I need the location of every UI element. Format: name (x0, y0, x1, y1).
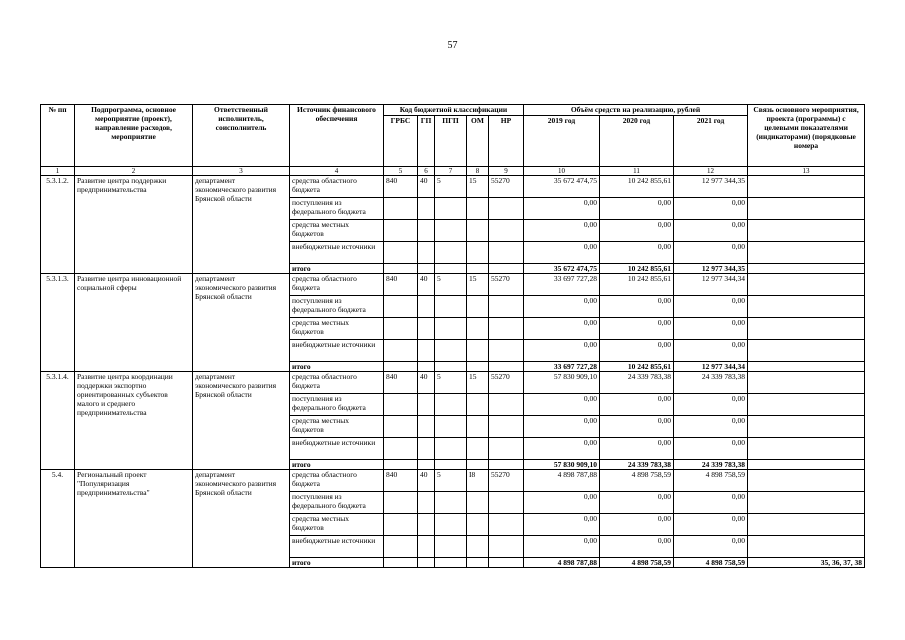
code-om: I8 (467, 470, 489, 492)
code-pgp (435, 198, 467, 220)
code-pgp: 5 (435, 176, 467, 198)
header-gp: ГП (418, 116, 435, 167)
executor: департамент экономического развития Брянской области (193, 176, 290, 274)
code-pgp (435, 558, 467, 568)
executor: департамент экономического развития Брянской области (193, 372, 290, 470)
amount-2020: 0,00 (600, 492, 674, 514)
code-pgp: 5 (435, 470, 467, 492)
header-2020: 2020 год (600, 116, 674, 167)
program-name: Региональный проект "Популяризация предпринимательства" (75, 470, 193, 568)
amount-2020: 10 242 855,61 (600, 362, 674, 372)
code-om (467, 242, 489, 264)
amount-2021: 24 339 783,38 (674, 372, 748, 394)
header-2021: 2021 год (674, 116, 748, 167)
amount-2021: 0,00 (674, 220, 748, 242)
code-nr (489, 362, 524, 372)
amount-2019: 4 898 787,88 (524, 558, 600, 568)
header-link: Связь основного мероприятия, проекта (программы) с целевыми показателями (индикаторами) (порядковые номера (748, 105, 865, 167)
code-gp (418, 318, 435, 340)
amount-2019: 0,00 (524, 340, 600, 362)
amount-2021: 4 898 758,59 (674, 470, 748, 492)
amount-2020: 0,00 (600, 340, 674, 362)
code-om: 15 (467, 372, 489, 394)
amount-2021: 0,00 (674, 536, 748, 558)
code-om (467, 220, 489, 242)
code-om (467, 296, 489, 318)
code-om (467, 460, 489, 470)
amount-2021: 0,00 (674, 242, 748, 264)
indicator-link (748, 372, 865, 394)
amount-2021: 0,00 (674, 438, 748, 460)
indicator-link (748, 492, 865, 514)
amount-2019: 0,00 (524, 492, 600, 514)
header-executor: Ответственный исполнитель, соисполнитель (193, 105, 290, 167)
indicator-link (748, 536, 865, 558)
code-om (467, 340, 489, 362)
indicator-link (748, 416, 865, 438)
amount-2020: 0,00 (600, 198, 674, 220)
header-program: Подпрограмма, основное мероприятие (проект), направление расходов, мероприятие (75, 105, 193, 167)
header-source: Источник финансового обеспечения (290, 105, 384, 167)
header-volume: Объём средств на реализацию, рублей (524, 105, 748, 116)
code-nr (489, 492, 524, 514)
code-grbs: 840 (384, 176, 418, 198)
header-om: ОМ (467, 116, 489, 167)
code-om (467, 362, 489, 372)
executor: департамент экономического развития Брянской области (193, 274, 290, 372)
row-number: 5.3.1.3. (41, 274, 75, 372)
code-nr (489, 394, 524, 416)
code-pgp (435, 264, 467, 274)
code-gp (418, 242, 435, 264)
code-gp: 40 (418, 372, 435, 394)
code-grbs: 840 (384, 372, 418, 394)
code-grbs (384, 296, 418, 318)
program-name: Развитие центра поддержки предпринимательства (75, 176, 193, 274)
code-gp (418, 558, 435, 568)
amount-2020: 0,00 (600, 514, 674, 536)
code-gp (418, 416, 435, 438)
code-nr (489, 264, 524, 274)
amount-2020: 0,00 (600, 394, 674, 416)
amount-2020: 10 242 855,61 (600, 274, 674, 296)
amount-2019: 0,00 (524, 296, 600, 318)
amount-2019: 35 672 474,75 (524, 176, 600, 198)
indicator-link (748, 470, 865, 492)
table-body (41, 176, 865, 568)
amount-2020: 0,00 (600, 242, 674, 264)
code-grbs (384, 438, 418, 460)
code-grbs: 840 (384, 274, 418, 296)
amount-2020: 4 898 758,59 (600, 470, 674, 492)
amount-2019: 0,00 (524, 318, 600, 340)
row-number: 5.3.1.2. (41, 176, 75, 274)
funding-source: средства местных бюджетов (290, 416, 384, 438)
amount-2019: 0,00 (524, 198, 600, 220)
amount-2020: 10 242 855,61 (600, 176, 674, 198)
code-gp (418, 198, 435, 220)
code-gp (418, 362, 435, 372)
funding-source: итого (290, 558, 384, 568)
row-number: 5.3.1.4. (41, 372, 75, 470)
column-number: 3 (193, 167, 290, 176)
amount-2019: 4 898 787,88 (524, 470, 600, 492)
code-gp (418, 514, 435, 536)
indicator-link (748, 274, 865, 296)
code-om: 15 (467, 176, 489, 198)
code-om (467, 492, 489, 514)
amount-2019: 0,00 (524, 220, 600, 242)
amount-2019: 57 830 909,10 (524, 460, 600, 470)
code-gp (418, 536, 435, 558)
code-gp (418, 394, 435, 416)
amount-2020: 0,00 (600, 438, 674, 460)
code-grbs (384, 198, 418, 220)
indicator-link (748, 460, 865, 470)
code-gp: 40 (418, 176, 435, 198)
indicator-link (748, 176, 865, 198)
code-pgp (435, 318, 467, 340)
indicator-link (748, 394, 865, 416)
code-grbs (384, 264, 418, 274)
column-number: 11 (600, 167, 674, 176)
code-grbs (384, 220, 418, 242)
executor: департамент экономического развития Брянской области (193, 470, 290, 568)
code-om (467, 318, 489, 340)
budget-table (40, 104, 865, 568)
code-grbs (384, 514, 418, 536)
funding-source: средства местных бюджетов (290, 220, 384, 242)
code-om (467, 416, 489, 438)
amount-2020: 24 339 783,38 (600, 372, 674, 394)
column-number: 1 (41, 167, 75, 176)
funding-source: поступления из федерального бюджета (290, 198, 384, 220)
code-nr: 55270 (489, 470, 524, 492)
code-nr (489, 318, 524, 340)
code-om (467, 394, 489, 416)
code-grbs (384, 416, 418, 438)
code-om: 15 (467, 274, 489, 296)
code-nr (489, 340, 524, 362)
amount-2021: 4 898 758,59 (674, 558, 748, 568)
funding-source: внебюджетные источники (290, 242, 384, 264)
funding-source: средства местных бюджетов (290, 514, 384, 536)
code-nr: 55270 (489, 176, 524, 198)
amount-2021: 24 339 783,38 (674, 460, 748, 470)
column-number: 5 (384, 167, 418, 176)
column-number: 12 (674, 167, 748, 176)
code-om (467, 558, 489, 568)
code-pgp (435, 514, 467, 536)
amount-2020: 0,00 (600, 318, 674, 340)
code-nr (489, 242, 524, 264)
code-gp: 40 (418, 274, 435, 296)
code-pgp: 5 (435, 372, 467, 394)
header-num: № пп (41, 105, 75, 167)
code-grbs (384, 492, 418, 514)
amount-2020: 0,00 (600, 416, 674, 438)
column-number: 6 (418, 167, 435, 176)
amount-2019: 57 830 909,10 (524, 372, 600, 394)
code-nr (489, 220, 524, 242)
code-gp (418, 340, 435, 362)
code-pgp (435, 362, 467, 372)
code-nr (489, 438, 524, 460)
amount-2019: 0,00 (524, 394, 600, 416)
code-nr (489, 536, 524, 558)
code-om (467, 514, 489, 536)
code-grbs: 840 (384, 470, 418, 492)
table-row (41, 274, 865, 296)
amount-2021: 12 977 344,34 (674, 274, 748, 296)
column-numbers-row (41, 167, 865, 176)
code-grbs (384, 318, 418, 340)
amount-2020: 0,00 (600, 220, 674, 242)
amount-2019: 35 672 474,75 (524, 264, 600, 274)
code-nr: 55270 (489, 274, 524, 296)
amount-2021: 0,00 (674, 514, 748, 536)
indicator-link (748, 340, 865, 362)
amount-2021: 12 977 344,35 (674, 176, 748, 198)
funding-source: средства областного бюджета (290, 470, 384, 492)
amount-2019: 33 697 727,28 (524, 274, 600, 296)
code-grbs (384, 394, 418, 416)
amount-2019: 0,00 (524, 514, 600, 536)
code-pgp (435, 296, 467, 318)
amount-2021: 0,00 (674, 492, 748, 514)
code-om (467, 264, 489, 274)
column-number: 2 (75, 167, 193, 176)
indicator-link (748, 318, 865, 340)
amount-2021: 0,00 (674, 340, 748, 362)
table-row (41, 176, 865, 198)
code-grbs (384, 362, 418, 372)
amount-2021: 12 977 344,34 (674, 362, 748, 372)
indicator-link (748, 198, 865, 220)
column-number: 10 (524, 167, 600, 176)
code-pgp (435, 220, 467, 242)
code-pgp (435, 416, 467, 438)
amount-2020: 10 242 855,61 (600, 264, 674, 274)
amount-2019: 0,00 (524, 242, 600, 264)
code-gp (418, 438, 435, 460)
code-nr: 55270 (489, 372, 524, 394)
column-number: 8 (467, 167, 489, 176)
funding-source: поступления из федерального бюджета (290, 492, 384, 514)
funding-source: средства областного бюджета (290, 274, 384, 296)
code-gp (418, 296, 435, 318)
amount-2020: 0,00 (600, 296, 674, 318)
column-number: 13 (748, 167, 865, 176)
program-name: Развитие центра инновационной социальной сферы (75, 274, 193, 372)
amount-2021: 0,00 (674, 416, 748, 438)
amount-2021: 0,00 (674, 394, 748, 416)
code-pgp (435, 438, 467, 460)
code-grbs (384, 536, 418, 558)
funding-source: поступления из федерального бюджета (290, 296, 384, 318)
table-row (41, 372, 865, 394)
amount-2019: 0,00 (524, 536, 600, 558)
funding-source: поступления из федерального бюджета (290, 394, 384, 416)
code-om (467, 536, 489, 558)
code-pgp (435, 340, 467, 362)
amount-2021: 0,00 (674, 318, 748, 340)
code-nr (489, 514, 524, 536)
indicator-link: 35, 36, 37, 38 (748, 558, 865, 568)
funding-source: средства областного бюджета (290, 372, 384, 394)
indicator-link (748, 220, 865, 242)
amount-2019: 0,00 (524, 438, 600, 460)
funding-source: итого (290, 264, 384, 274)
column-number: 4 (290, 167, 384, 176)
funding-source: внебюджетные источники (290, 438, 384, 460)
code-pgp (435, 242, 467, 264)
code-pgp (435, 460, 467, 470)
funding-source: средства местных бюджетов (290, 318, 384, 340)
amount-2019: 0,00 (524, 416, 600, 438)
funding-source: внебюджетные источники (290, 536, 384, 558)
funding-source: итого (290, 362, 384, 372)
indicator-link (748, 438, 865, 460)
code-nr (489, 296, 524, 318)
column-number: 7 (435, 167, 467, 176)
code-grbs (384, 558, 418, 568)
indicator-link (748, 264, 865, 274)
header-nr: НР (489, 116, 524, 167)
code-grbs (384, 242, 418, 264)
code-gp (418, 220, 435, 242)
program-name: Развитие центра координации поддержки экспортно ориентированных субъектов малого и среднего предпринимательства (75, 372, 193, 470)
code-nr (489, 558, 524, 568)
amount-2020: 0,00 (600, 536, 674, 558)
header-budget-code: Код бюджетной классификации (384, 105, 524, 116)
indicator-link (748, 242, 865, 264)
code-gp (418, 460, 435, 470)
funding-source: итого (290, 460, 384, 470)
page-number: 57 (447, 40, 458, 51)
code-gp: 40 (418, 470, 435, 492)
amount-2021: 12 977 344,35 (674, 264, 748, 274)
code-gp (418, 492, 435, 514)
amount-2021: 0,00 (674, 296, 748, 318)
code-nr (489, 198, 524, 220)
code-om (467, 438, 489, 460)
code-pgp (435, 492, 467, 514)
code-nr (489, 460, 524, 470)
amount-2021: 0,00 (674, 198, 748, 220)
code-pgp (435, 394, 467, 416)
column-number: 9 (489, 167, 524, 176)
code-pgp: 5 (435, 274, 467, 296)
header-pgp: ПГП (435, 116, 467, 167)
header-2019: 2019 год (524, 116, 600, 167)
code-pgp (435, 536, 467, 558)
code-grbs (384, 340, 418, 362)
amount-2020: 24 339 783,38 (600, 460, 674, 470)
code-om (467, 198, 489, 220)
amount-2020: 4 898 758,59 (600, 558, 674, 568)
funding-source: внебюджетные источники (290, 340, 384, 362)
amount-2019: 33 697 727,28 (524, 362, 600, 372)
indicator-link (748, 362, 865, 372)
code-nr (489, 416, 524, 438)
indicator-link (748, 296, 865, 318)
code-grbs (384, 460, 418, 470)
row-number: 5.4. (41, 470, 75, 568)
code-gp (418, 264, 435, 274)
table-row (41, 470, 865, 492)
funding-source: средства областного бюджета (290, 176, 384, 198)
header-grbs: ГРБС (384, 116, 418, 167)
indicator-link (748, 514, 865, 536)
